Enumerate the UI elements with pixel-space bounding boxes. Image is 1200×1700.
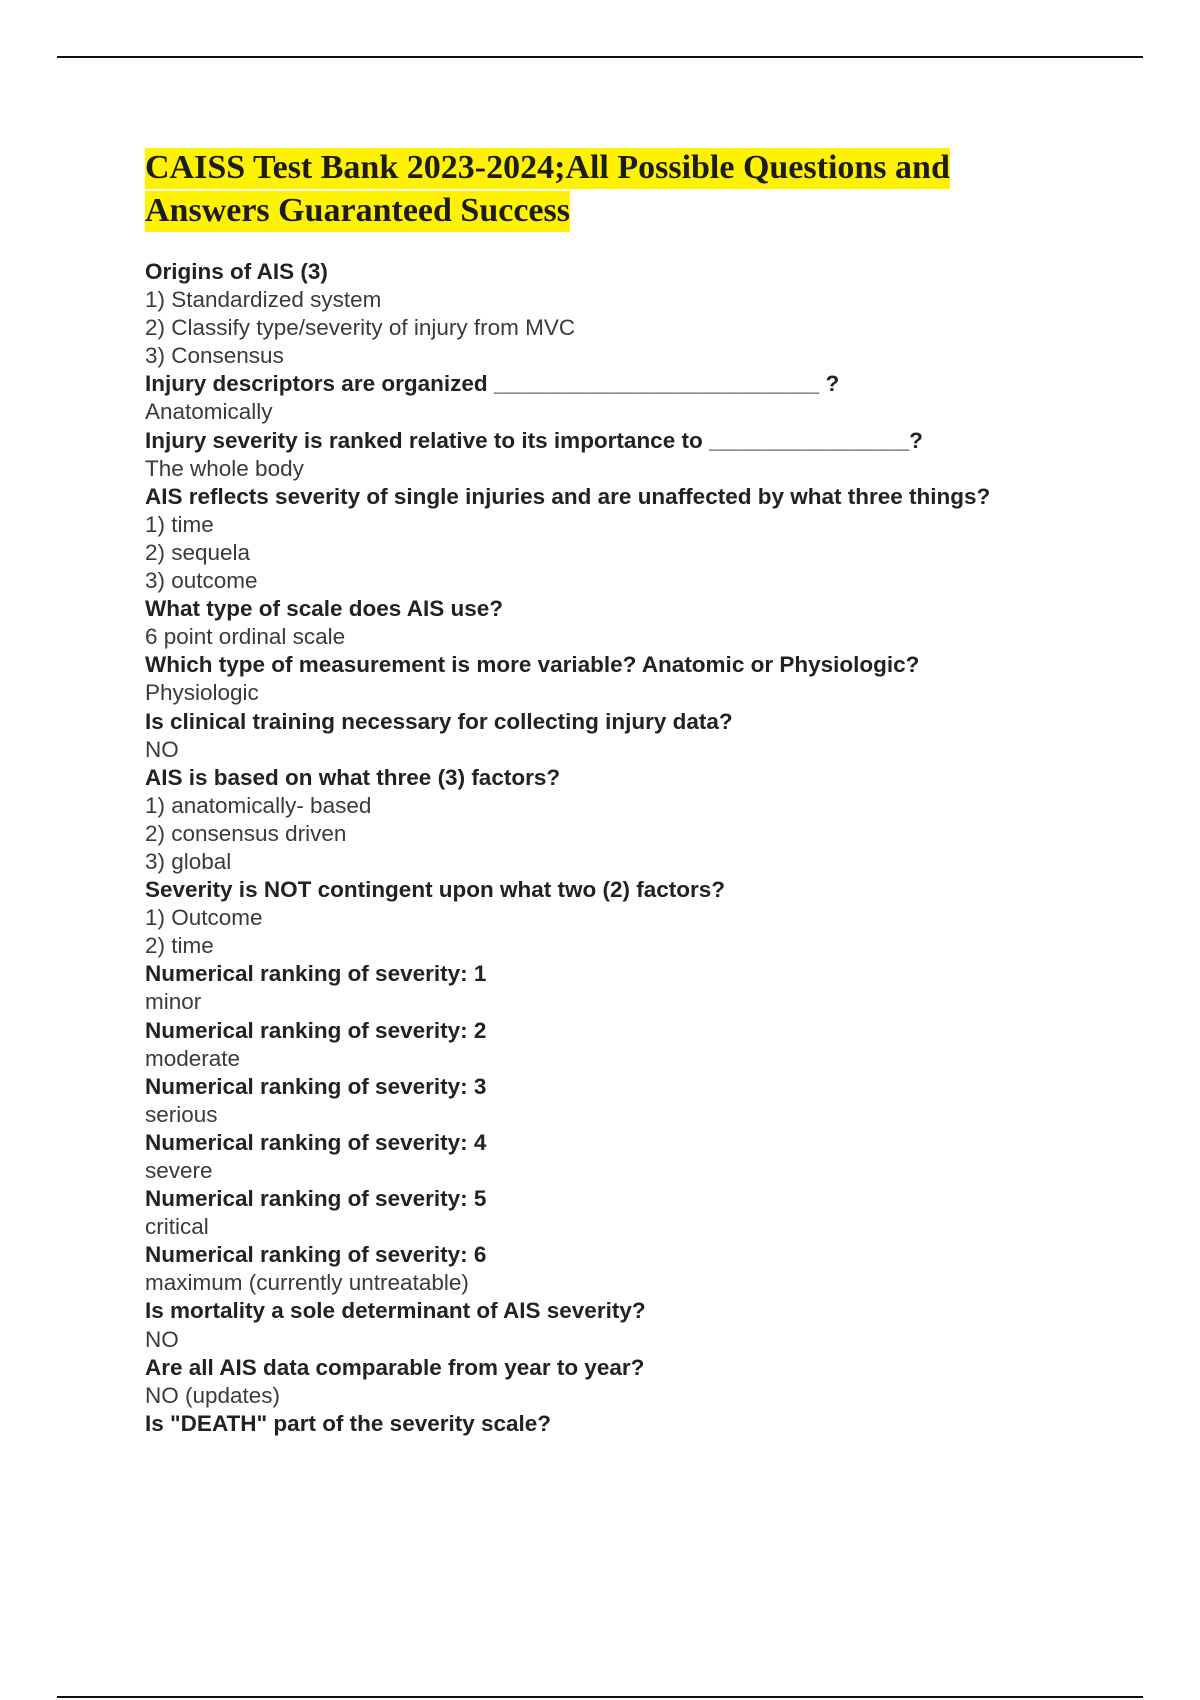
question-line: Injury descriptors are organized __________________________ ? [145, 371, 840, 397]
answer-line: 2) Classify type/severity of injury from MVC [145, 315, 576, 341]
answer-line: 2) time [145, 933, 214, 959]
question-line: Numerical ranking of severity: 5 [145, 1186, 487, 1212]
answer-line: severe [145, 1158, 213, 1183]
answer-line: serious [145, 1101, 218, 1127]
top-divider [57, 56, 1143, 58]
question-line: Numerical ranking of severity: 3 [145, 1073, 487, 1099]
question-line: Severity is NOT contingent upon what two (2) factors? [145, 877, 726, 903]
question-answer-list [145, 258, 1145, 1438]
question-line: Numerical ranking of severity: 2 [145, 1017, 487, 1043]
answer-line: minor [145, 989, 202, 1015]
question-line: Numerical ranking of severity: 6 [145, 1242, 487, 1268]
question-line: Is mortality a sole determinant of AIS severity? [145, 1298, 646, 1324]
answer-line: The whole body [145, 455, 304, 481]
answer-line: 3) outcome [145, 568, 258, 594]
answer-line: critical [145, 1214, 209, 1240]
question-line: AIS is based on what three (3) factors? [145, 764, 561, 790]
answer-line: 3) global [145, 848, 232, 874]
question-line: What type of scale does AIS use? [145, 596, 504, 622]
title-line-1: CAISS Test Bank 2023-2024;All Possible Questions and [145, 148, 950, 189]
question-line: Numerical ranking of severity: 4 [145, 1129, 487, 1155]
answer-line: maximum (currently untreatable) [145, 1270, 469, 1296]
answer-line: 6 point ordinal scale [145, 624, 346, 650]
answer-line: 1) Outcome [145, 905, 263, 931]
question-line: Origins of AIS (3) [145, 259, 328, 284]
document-title [145, 146, 1145, 232]
answer-line: NO [145, 1326, 179, 1352]
question-line: Injury severity is ranked relative to its importance to ________________? [145, 427, 923, 453]
answer-line: 2) consensus driven [145, 820, 347, 846]
question-line: Numerical ranking of severity: 1 [145, 961, 487, 987]
answer-line: 3) Consensus [145, 343, 284, 369]
question-line: Is "DEATH" part of the severity scale? [145, 1410, 552, 1436]
title-line-2: Answers Guaranteed Success [145, 191, 570, 232]
question-line: Is clinical training necessary for collecting injury data? [145, 708, 733, 734]
question-line: AIS reflects severity of single injuries and are unaffected by what three things? [145, 483, 991, 509]
answer-line: NO (updates) [145, 1382, 281, 1408]
question-line: Which type of measurement is more variable? Anatomic or Physiologic? [145, 652, 920, 678]
answer-line: 1) anatomically- based [145, 792, 372, 818]
answer-line: Anatomically [145, 399, 273, 425]
answer-line: Physiologic [145, 680, 259, 706]
answer-line: 2) sequela [145, 539, 251, 565]
answer-line: moderate [145, 1045, 241, 1071]
bottom-divider [57, 1696, 1143, 1698]
question-line: Are all AIS data comparable from year to year? [145, 1354, 645, 1380]
answer-line: 1) Standardized system [145, 287, 382, 313]
answer-line: NO [145, 736, 179, 762]
answer-line: 1) time [145, 511, 214, 537]
